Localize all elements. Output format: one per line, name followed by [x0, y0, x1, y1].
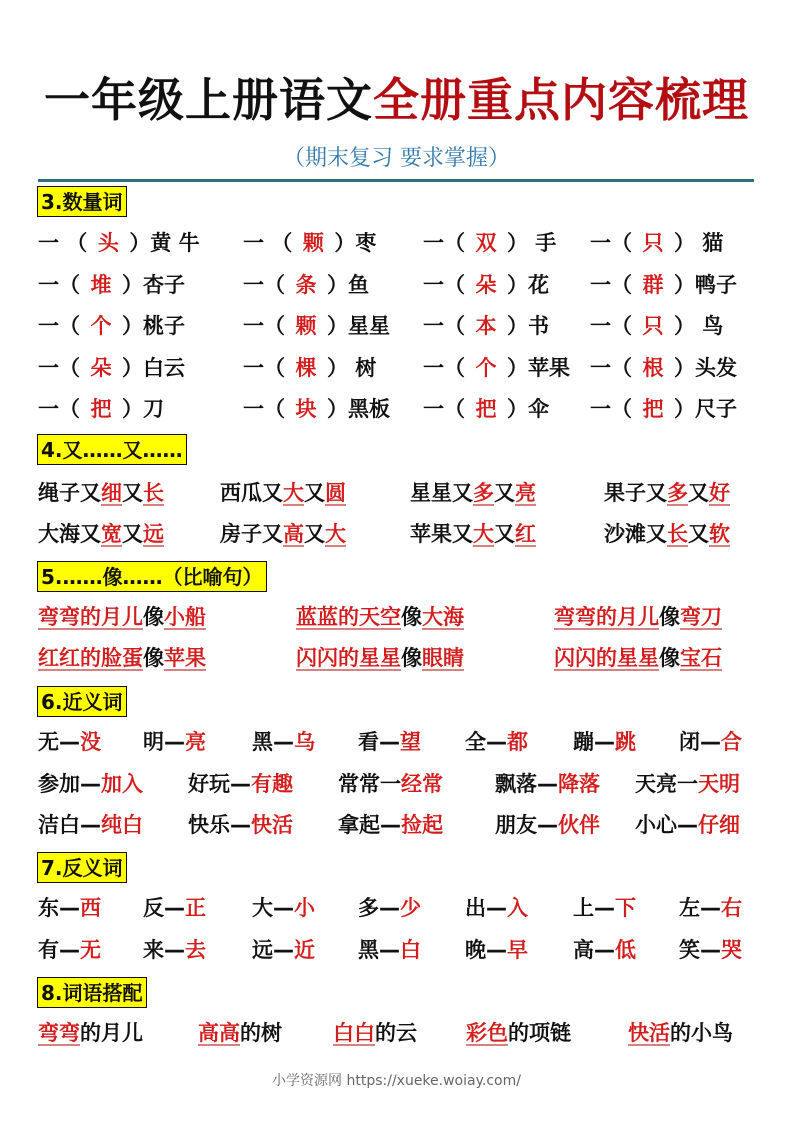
measure-answer: 条: [285, 272, 327, 297]
synonym-word: 快乐—: [188, 813, 251, 837]
measure-answer: 双: [465, 231, 507, 255]
you-you-item: [604, 473, 730, 513]
you-you-connector: 又: [122, 522, 143, 546]
measure-noun: ）刀: [122, 397, 164, 421]
you-you-subject: 绳子又: [38, 481, 101, 505]
synonym-pair: [679, 722, 742, 762]
you-you-answer-2: 远: [143, 522, 164, 546]
synonym-row: [38, 764, 758, 804]
antonym-answer: 西: [80, 896, 101, 920]
collocation-item: [198, 1013, 282, 1053]
measure-prefix: 一（: [243, 272, 285, 297]
antonym-pair: [358, 888, 421, 928]
measure-prefix: 一（: [423, 355, 465, 380]
synonym-answer: 经常: [401, 771, 443, 796]
measure-answer: 朵: [80, 355, 122, 380]
antonym-answer: 右: [721, 896, 742, 920]
measure-word-item: [590, 223, 723, 263]
antonym-pair: [252, 930, 315, 970]
measure-prefix: 一（: [590, 314, 632, 338]
synonym-word: 全—: [465, 730, 507, 754]
antonym-answer: 无: [80, 937, 101, 962]
measure-noun: ）尺子: [674, 397, 737, 421]
measure-word-item: [38, 389, 164, 429]
synonym-pair: [188, 805, 293, 845]
measure-word-item: [590, 348, 737, 388]
synonym-pair: [38, 764, 143, 804]
synonym-pair: [338, 805, 443, 845]
measure-noun: ）黄 牛: [129, 231, 200, 255]
you-you-answer-1: 多: [667, 481, 688, 505]
collocation-item: [38, 1013, 143, 1053]
you-you-subject: 房子又: [220, 522, 283, 546]
antonym-word: 黑—: [358, 937, 400, 962]
simile-row: [38, 597, 758, 637]
measure-answer: 颗: [285, 314, 327, 338]
section-label-collocations: 8.词语搭配: [37, 977, 147, 1008]
synonym-answer: 快活: [251, 813, 293, 837]
you-you-row: [38, 514, 758, 554]
antonym-pair: [38, 888, 101, 928]
synonym-pair: [635, 805, 740, 845]
antonym-row: [38, 930, 758, 970]
synonym-answer: 伙伴: [558, 813, 600, 837]
measure-noun: ）头发: [674, 355, 737, 380]
synonym-answer: 望: [400, 730, 421, 754]
you-you-item: [410, 514, 536, 554]
antonym-word: 上—: [573, 896, 615, 920]
measure-prefix: 一 （: [243, 231, 293, 255]
measure-noun: ）书: [507, 314, 549, 338]
antonym-pair: [573, 888, 636, 928]
you-you-connector: 又: [688, 522, 709, 546]
synonym-answer: 亮: [185, 730, 206, 754]
antonym-word: 来—: [143, 937, 185, 962]
collocation-modifier: 白白: [333, 1021, 375, 1045]
measure-prefix: 一（: [590, 272, 632, 297]
measure-prefix: 一（: [38, 314, 80, 338]
footer-source: 小学资源网 https://xueke.woiay.com/: [272, 1073, 521, 1089]
simile-connector: 像: [659, 646, 680, 670]
measure-noun: ） 树: [327, 355, 377, 380]
you-you-connector: 又: [122, 481, 143, 505]
measure-answer: 根: [632, 355, 674, 380]
you-you-row: [38, 473, 758, 513]
collocation-noun: 的云: [375, 1021, 417, 1045]
antonym-word: 多—: [358, 896, 400, 920]
you-you-connector: 又: [494, 481, 515, 505]
header-divider: [38, 179, 754, 182]
measure-word-item: [423, 223, 556, 263]
synonym-pair: [495, 764, 600, 804]
antonym-pair: [465, 930, 528, 970]
measure-answer: 把: [465, 397, 507, 421]
synonym-word: 常常一: [338, 771, 401, 796]
measure-prefix: 一（: [590, 231, 632, 255]
antonym-word: 出—: [465, 896, 507, 920]
measure-word-item: [243, 223, 376, 263]
antonym-word: 高—: [573, 937, 615, 962]
synonym-answer: 乌: [294, 730, 315, 754]
measure-prefix: 一（: [38, 355, 80, 380]
synonym-pair: [188, 764, 293, 804]
you-you-answer-1: 宽: [101, 522, 122, 546]
section-label-measure-words: 3.数量词: [37, 186, 127, 217]
synonym-pair: [252, 722, 315, 762]
synonym-answer: 没: [80, 730, 101, 754]
collocation-row: [38, 1013, 758, 1053]
measure-prefix: 一 （: [38, 231, 88, 255]
measure-word-item: [38, 348, 185, 388]
measure-prefix: 一（: [423, 272, 465, 297]
simile-item: [296, 638, 464, 678]
you-you-item: [220, 514, 346, 554]
measure-prefix: 一（: [590, 397, 632, 421]
synonym-pair: [573, 722, 636, 762]
antonym-answer: 入: [507, 896, 528, 920]
antonym-word: 晚—: [465, 937, 507, 962]
measure-word-item: [423, 389, 549, 429]
you-you-subject: 沙滩又: [604, 522, 667, 546]
synonym-word: 飘落—: [495, 771, 558, 796]
measure-answer: 本: [465, 314, 507, 338]
measure-word-item: [590, 306, 723, 346]
measure-answer: 只: [632, 231, 674, 255]
antonym-pair: [143, 888, 206, 928]
synonym-answer: 加入: [101, 771, 143, 796]
simile-row: [38, 638, 758, 678]
simile-subject: 蓝蓝的天空: [296, 605, 401, 629]
measure-word-item: [590, 265, 737, 305]
antonym-pair: [358, 930, 421, 970]
simile-subject: 弯弯的月儿: [554, 605, 659, 629]
antonym-word: 大—: [252, 896, 294, 920]
measure-word-item: [423, 306, 549, 346]
simile-object: 眼睛: [422, 646, 464, 670]
antonym-pair: [573, 930, 636, 970]
section-label-you-you: 4.又……又……: [37, 434, 187, 465]
synonym-pair: [38, 722, 101, 762]
synonym-word: 无—: [38, 730, 80, 754]
collocation-noun: 的月儿: [80, 1021, 143, 1045]
synonym-answer: 跳: [615, 730, 636, 754]
synonym-answer: 都: [507, 730, 528, 754]
measure-word-item: [243, 265, 369, 305]
measure-noun: ）伞: [507, 397, 549, 421]
you-you-answer-1: 长: [667, 522, 688, 546]
you-you-item: [604, 514, 730, 554]
you-you-answer-1: 细: [101, 481, 122, 505]
measure-answer: 只: [632, 314, 674, 338]
collocation-item: [333, 1013, 417, 1053]
you-you-answer-2: 长: [143, 481, 164, 505]
measure-noun: ）鱼: [327, 272, 369, 297]
antonym-pair: [252, 888, 315, 928]
measure-prefix: 一（: [38, 272, 80, 297]
you-you-subject: 果子又: [604, 481, 667, 505]
you-you-answer-2: 亮: [515, 481, 536, 505]
measure-answer: 颗: [292, 231, 335, 255]
synonym-word: 黑—: [252, 730, 294, 754]
synonym-answer: 降落: [558, 771, 600, 796]
you-you-connector: 又: [304, 522, 325, 546]
antonym-answer: 下: [615, 896, 636, 920]
simile-object: 苹果: [164, 646, 206, 670]
measure-word-row: [38, 306, 758, 346]
antonym-row: [38, 888, 758, 928]
antonym-word: 反—: [143, 896, 185, 920]
synonym-pair: [635, 764, 740, 804]
measure-word-item: [590, 389, 737, 429]
you-you-item: [38, 473, 164, 513]
synonym-word: 参加—: [38, 771, 101, 796]
collocation-modifier: 彩色: [466, 1021, 508, 1045]
measure-prefix: 一（: [590, 355, 632, 380]
measure-prefix: 一（: [38, 397, 80, 421]
measure-prefix: 一（: [423, 231, 465, 255]
synonym-row: [38, 805, 758, 845]
measure-answer: 棵: [285, 355, 327, 380]
measure-prefix: 一（: [243, 355, 285, 380]
measure-word-item: [38, 306, 185, 346]
antonym-word: 笑—: [679, 937, 721, 962]
antonym-pair: [679, 888, 742, 928]
you-you-subject: 苹果又: [410, 522, 473, 546]
collocation-noun: 的小鸟: [670, 1021, 733, 1045]
synonym-word: 小心—: [635, 813, 698, 837]
measure-word-item: [38, 223, 200, 263]
measure-word-row: [38, 265, 758, 305]
antonym-answer: 低: [615, 937, 636, 962]
synonym-word: 好玩—: [188, 771, 251, 796]
you-you-answer-2: 红: [515, 522, 536, 546]
you-you-answer-2: 软: [709, 522, 730, 546]
measure-answer: 朵: [465, 272, 507, 297]
antonym-pair: [143, 930, 206, 970]
simile-object: 大海: [422, 605, 464, 629]
you-you-answer-1: 多: [473, 481, 494, 505]
antonym-answer: 哭: [721, 937, 742, 962]
title-red-part: 全册重点内容梳理: [373, 73, 749, 127]
synonym-pair: [338, 764, 443, 804]
you-you-answer-2: 圆: [325, 481, 346, 505]
measure-word-item: [423, 348, 570, 388]
measure-word-item: [38, 265, 185, 305]
simile-item: [554, 597, 722, 637]
synonym-pair: [495, 805, 600, 845]
antonym-word: 远—: [252, 937, 294, 962]
section-label-synonyms: 6.近义词: [37, 686, 127, 717]
synonym-pair: [465, 722, 528, 762]
simile-item: [38, 597, 206, 637]
synonym-word: 明—: [143, 730, 185, 754]
measure-prefix: 一（: [423, 314, 465, 338]
you-you-answer-2: 好: [709, 481, 730, 505]
collocation-item: [466, 1013, 571, 1053]
you-you-item: [38, 514, 164, 554]
simile-item: [554, 638, 722, 678]
measure-word-item: [243, 306, 390, 346]
antonym-answer: 早: [507, 937, 528, 962]
antonym-pair: [38, 930, 101, 970]
measure-answer: 块: [285, 397, 327, 421]
measure-word-item: [423, 265, 549, 305]
simile-subject: 红红的脸蛋: [38, 646, 143, 670]
synonym-row: [38, 722, 758, 762]
simile-object: 小船: [164, 605, 206, 629]
you-you-answer-1: 大: [283, 481, 304, 505]
measure-prefix: 一（: [423, 397, 465, 421]
collocation-modifier: 弯弯: [38, 1021, 80, 1045]
measure-noun: ）杏子: [122, 272, 185, 297]
synonym-answer: 仔细: [698, 813, 740, 837]
synonym-word: 洁白—: [38, 813, 101, 837]
you-you-connector: 又: [688, 481, 709, 505]
synonym-pair: [143, 722, 206, 762]
antonym-answer: 近: [294, 937, 315, 962]
measure-word-row: [38, 348, 758, 388]
antonym-answer: 白: [400, 937, 421, 962]
simile-connector: 像: [401, 646, 422, 670]
you-you-connector: 又: [494, 522, 515, 546]
simile-subject: 闪闪的星星: [554, 646, 659, 670]
page-title: [0, 70, 793, 130]
measure-noun: ）花: [507, 272, 549, 297]
simile-subject: 闪闪的星星: [296, 646, 401, 670]
antonym-answer: 少: [400, 896, 421, 920]
you-you-answer-1: 高: [283, 522, 304, 546]
measure-answer: 个: [80, 314, 122, 338]
collocation-modifier: 快活: [628, 1021, 670, 1045]
measure-answer: 群: [632, 272, 674, 297]
synonym-word: 看—: [358, 730, 400, 754]
measure-noun: ） 猫: [674, 231, 724, 255]
collocation-noun: 的树: [240, 1021, 282, 1045]
synonym-word: 蹦—: [573, 730, 615, 754]
measure-word-item: [243, 389, 390, 429]
measure-answer: 个: [465, 355, 507, 380]
antonym-answer: 去: [185, 937, 206, 962]
measure-noun: ）星星: [327, 314, 390, 338]
measure-noun: ）鸭子: [674, 272, 737, 297]
measure-noun: ）枣: [334, 231, 377, 255]
you-you-answer-1: 大: [473, 522, 494, 546]
synonym-answer: 合: [721, 730, 742, 754]
antonym-pair: [465, 888, 528, 928]
synonym-pair: [358, 722, 421, 762]
title-black-part: 一年级上册语文: [44, 73, 373, 127]
synonym-word: 朋友—: [495, 813, 558, 837]
measure-noun: ）桃子: [122, 314, 185, 338]
measure-noun: ） 手: [507, 231, 557, 255]
synonym-word: 闭—: [679, 730, 721, 754]
measure-answer: 把: [632, 397, 674, 421]
simile-subject: 弯弯的月儿: [38, 605, 143, 629]
simile-connector: 像: [659, 605, 680, 629]
measure-prefix: 一（: [243, 397, 285, 421]
measure-answer: 头: [87, 231, 130, 255]
simile-object: 宝石: [680, 646, 722, 670]
measure-noun: ）白云: [122, 355, 185, 380]
collocation-modifier: 高高: [198, 1021, 240, 1045]
antonym-word: 东—: [38, 896, 80, 920]
section-label-simile: 5.……像……（比喻句）: [37, 561, 267, 592]
measure-word-row: [38, 223, 758, 263]
you-you-subject: 大海又: [38, 522, 101, 546]
section-label-antonyms: 7.反义词: [37, 852, 127, 883]
synonym-word: 天亮一: [635, 771, 698, 796]
measure-word-row: [38, 389, 758, 429]
collocation-item: [628, 1013, 733, 1053]
antonym-answer: 小: [294, 896, 315, 920]
simile-connector: 像: [401, 605, 422, 629]
synonym-answer: 有趣: [251, 771, 293, 796]
simile-connector: 像: [143, 646, 164, 670]
antonym-pair: [679, 930, 742, 970]
synonym-answer: 天明: [698, 771, 740, 796]
you-you-subject: 星星又: [410, 481, 473, 505]
antonym-word: 左—: [679, 896, 721, 920]
synonym-answer: 纯白: [101, 813, 143, 837]
simile-item: [296, 597, 464, 637]
collocation-noun: 的项链: [508, 1021, 571, 1045]
antonym-answer: 正: [185, 896, 206, 920]
you-you-subject: 西瓜又: [220, 481, 283, 505]
measure-noun: ）黑板: [327, 397, 390, 421]
simile-item: [38, 638, 206, 678]
synonym-answer: 捡起: [401, 813, 443, 837]
you-you-answer-2: 大: [325, 522, 346, 546]
simile-connector: 像: [143, 605, 164, 629]
page-subtitle: （期末复习 要求掌握）: [283, 146, 510, 171]
measure-noun: ） 鸟: [674, 314, 724, 338]
measure-answer: 把: [80, 397, 122, 421]
simile-object: 弯刀: [680, 605, 722, 629]
you-you-item: [220, 473, 346, 513]
synonym-pair: [38, 805, 143, 845]
measure-answer: 堆: [80, 272, 122, 297]
antonym-word: 有—: [38, 937, 80, 962]
measure-word-item: [243, 348, 376, 388]
measure-prefix: 一（: [243, 314, 285, 338]
synonym-word: 拿起—: [338, 813, 401, 837]
measure-noun: ）苹果: [507, 355, 570, 380]
you-you-connector: 又: [304, 481, 325, 505]
you-you-item: [410, 473, 536, 513]
